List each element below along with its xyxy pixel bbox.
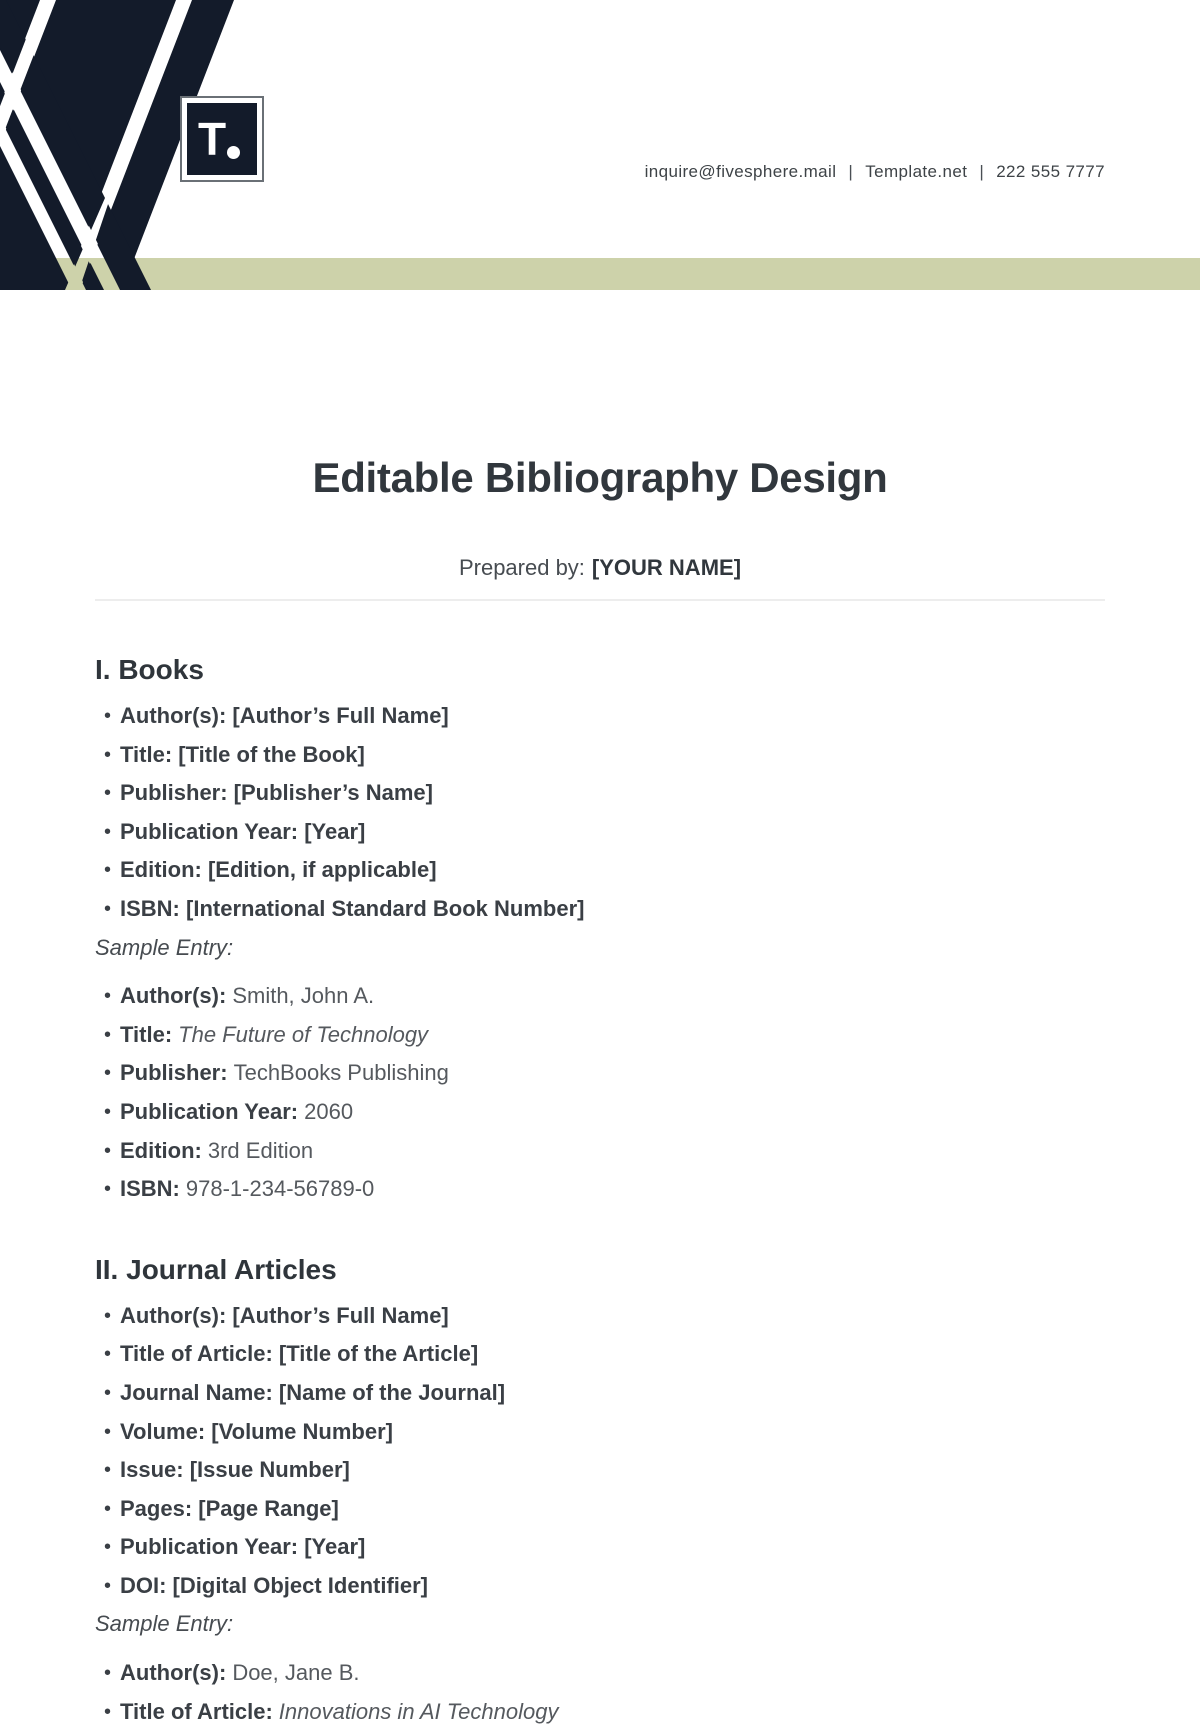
list-item bbox=[95, 1170, 1105, 1209]
item-label: Publication Year: bbox=[120, 1098, 299, 1124]
item-label: Author(s): bbox=[120, 1660, 227, 1686]
bullet-marker: • bbox=[104, 897, 112, 920]
bibliography-template-list bbox=[95, 697, 1105, 929]
item-label: Edition: bbox=[120, 1137, 202, 1163]
bullet-marker: • bbox=[104, 1459, 112, 1482]
sample-entry-label: Sample Entry: bbox=[95, 934, 234, 960]
list-item bbox=[95, 1374, 1105, 1413]
item-text: Publisher: [Publisher’s Name] bbox=[120, 780, 433, 806]
list-item bbox=[95, 1016, 1105, 1055]
item-value: Smith, John A. bbox=[232, 983, 375, 1009]
bullet-marker: • bbox=[104, 1497, 112, 1520]
bullet-marker: • bbox=[104, 1139, 112, 1162]
bullet-marker: • bbox=[104, 1574, 112, 1597]
contact-email: inquire@fivesphere.mail bbox=[644, 162, 837, 181]
item-text: Issue: [Issue Number] bbox=[120, 1457, 350, 1483]
item-value: TechBooks Publishing bbox=[233, 1060, 449, 1086]
brand-logo bbox=[182, 98, 262, 180]
item-value: 3rd Edition bbox=[207, 1137, 314, 1163]
item-value: 2060 bbox=[304, 1098, 354, 1124]
section-heading: II. Journal Articles bbox=[95, 1253, 337, 1285]
item-text: Volume: [Volume Number] bbox=[120, 1418, 393, 1444]
contact-website: Template.net bbox=[865, 162, 968, 181]
section-books bbox=[95, 653, 1105, 1209]
bullet-marker: • bbox=[104, 1304, 112, 1327]
bullet-marker: • bbox=[104, 1662, 112, 1685]
list-item bbox=[95, 1297, 1105, 1336]
list-item bbox=[95, 697, 1105, 736]
item-label: Author(s): bbox=[120, 983, 227, 1009]
list-item bbox=[95, 1132, 1105, 1171]
list-item bbox=[95, 1654, 1105, 1693]
item-label: Title of Article: bbox=[120, 1698, 273, 1724]
content-divider bbox=[95, 599, 1105, 601]
bullet-marker: • bbox=[104, 1062, 112, 1085]
section-heading: I. Books bbox=[95, 654, 204, 685]
item-text: Edition: [Edition, if applicable] bbox=[120, 857, 437, 883]
letterhead-header bbox=[0, 0, 1200, 290]
list-item bbox=[95, 851, 1105, 890]
item-value: 978-1-234-56789-0 bbox=[185, 1176, 375, 1202]
item-text: Author(s): [Author’s Full Name] bbox=[120, 703, 449, 728]
contact-separator: | bbox=[848, 162, 854, 181]
bibliography-sample-list bbox=[95, 977, 1105, 1209]
item-text: Title of Article: [Title of the Article] bbox=[120, 1341, 479, 1367]
bibliography-sample-list bbox=[95, 1654, 1105, 1731]
bullet-marker: • bbox=[104, 1381, 112, 1404]
bullet-marker: • bbox=[104, 1100, 112, 1123]
prepared-by-name: [YOUR NAME] bbox=[591, 555, 742, 580]
bullet-marker: • bbox=[104, 1178, 112, 1201]
bullet-marker: • bbox=[104, 1023, 112, 1046]
list-item bbox=[95, 1693, 1105, 1731]
bullet-marker: • bbox=[104, 859, 112, 882]
item-text: ISBN: [International Standard Book Number] bbox=[120, 895, 585, 921]
item-text: Pages: [Page Range] bbox=[120, 1495, 339, 1521]
document-body bbox=[95, 453, 1105, 1731]
item-value: Doe, Jane B. bbox=[232, 1660, 360, 1686]
list-item bbox=[95, 977, 1105, 1016]
item-label: ISBN: bbox=[120, 1176, 180, 1202]
list-item bbox=[95, 1528, 1105, 1567]
bullet-marker: • bbox=[104, 985, 112, 1008]
item-text: Journal Name: [Name of the Journal] bbox=[120, 1379, 506, 1405]
item-text: Publication Year: [Year] bbox=[120, 1534, 366, 1560]
contact-separator: | bbox=[979, 162, 985, 181]
list-item bbox=[95, 813, 1105, 852]
bullet-marker: • bbox=[104, 1700, 112, 1723]
bullet-marker: • bbox=[104, 743, 112, 766]
list-item bbox=[95, 1490, 1105, 1529]
list-item bbox=[95, 1093, 1105, 1132]
item-text: Title: [Title of the Book] bbox=[120, 741, 365, 767]
list-item bbox=[95, 774, 1105, 813]
prepared-by-line bbox=[95, 555, 1105, 581]
bullet-marker: • bbox=[104, 1343, 112, 1366]
contact-bar bbox=[645, 162, 1105, 182]
bullet-marker: • bbox=[104, 705, 112, 727]
bullet-marker: • bbox=[104, 1536, 112, 1559]
item-label: Publisher: bbox=[120, 1060, 228, 1086]
document-title: Editable Bibliography Design bbox=[312, 454, 888, 501]
list-item bbox=[95, 1335, 1105, 1374]
prepared-by-label: Prepared by: bbox=[458, 555, 585, 580]
bibliography-template-list bbox=[95, 1297, 1105, 1606]
list-item bbox=[95, 1413, 1105, 1452]
sample-entry-label: Sample Entry: bbox=[95, 1611, 234, 1637]
list-item bbox=[95, 1567, 1105, 1606]
logo-letter: T bbox=[197, 113, 226, 165]
item-label: Title: bbox=[120, 1021, 173, 1047]
item-value: Innovations in AI Technology bbox=[278, 1698, 559, 1724]
logo-dot bbox=[227, 146, 240, 159]
list-item bbox=[95, 1054, 1105, 1093]
list-item bbox=[95, 736, 1105, 775]
section-journal-articles bbox=[95, 1253, 1105, 1731]
bullet-marker: • bbox=[104, 782, 112, 805]
contact-phone: 222 555 7777 bbox=[996, 162, 1105, 181]
bullet-marker: • bbox=[104, 1420, 112, 1443]
item-text: DOI: [Digital Object Identifier] bbox=[120, 1572, 429, 1598]
item-text: Publication Year: [Year] bbox=[120, 818, 366, 844]
item-value: The Future of Technology bbox=[178, 1021, 429, 1047]
bullet-marker: • bbox=[104, 820, 112, 843]
item-text: Author(s): [Author’s Full Name] bbox=[120, 1302, 449, 1328]
list-item bbox=[95, 890, 1105, 929]
list-item bbox=[95, 1451, 1105, 1490]
